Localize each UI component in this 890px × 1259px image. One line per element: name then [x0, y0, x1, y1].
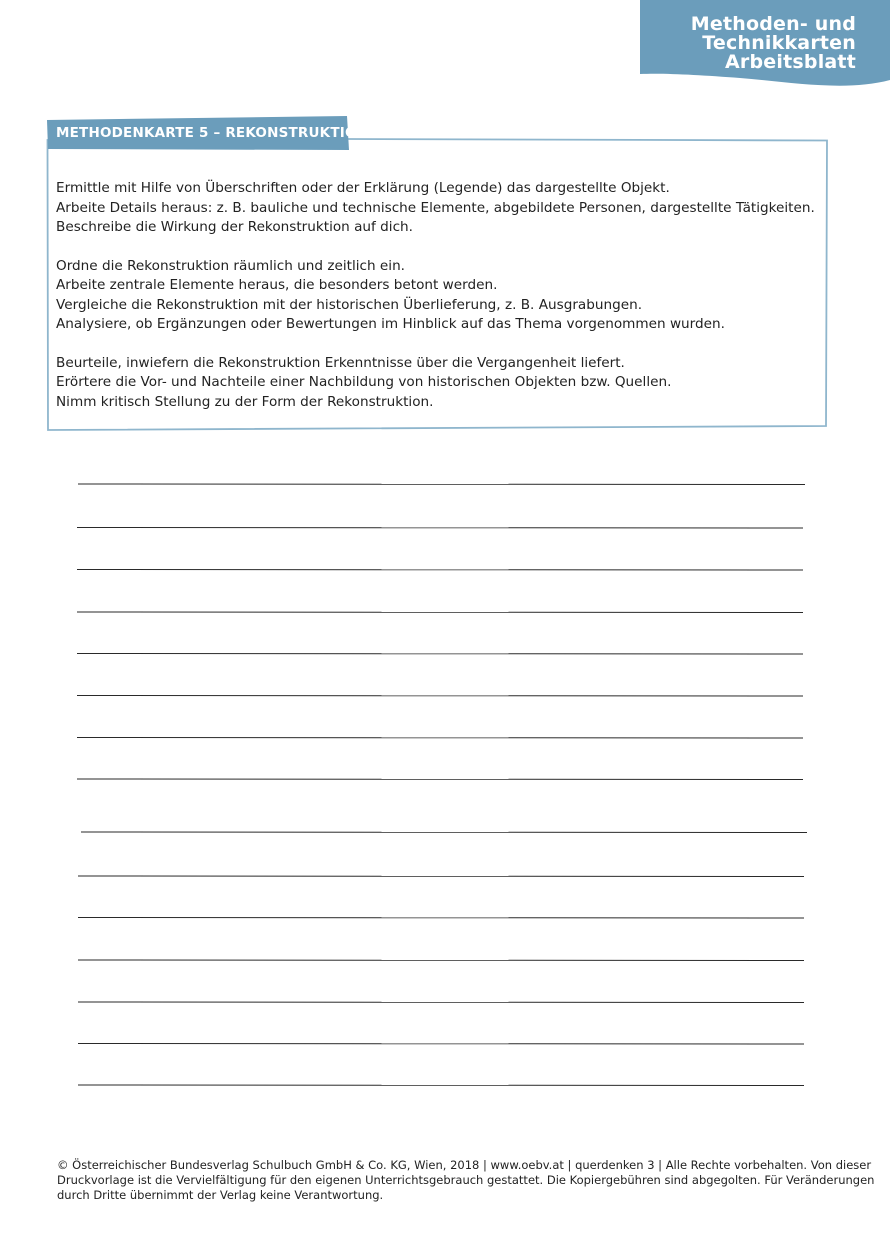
writing-line[interactable] [77, 654, 803, 655]
footer-line: durch Dritte übernimmt der Verlag keine Verantwortung. [57, 1188, 384, 1202]
writing-line[interactable] [77, 696, 803, 697]
tab-line: Technikkarten [702, 32, 856, 54]
instruction-line: Nimm kritisch Stellung zu der Form der Rekonstruktion. [56, 393, 434, 410]
instruction-line: Beschreibe die Wirkung der Rekonstruktion auf dich. [56, 219, 413, 235]
instruction-line: Vergleiche die Rekonstruktion mit der historischen Überlieferung, z. B. Ausgrabungen. [56, 296, 643, 313]
writing-line[interactable] [77, 779, 803, 780]
writing-line[interactable] [78, 1044, 804, 1045]
instruction-line: Beurteile, inwiefern die Rekonstruktion Erkenntnisse über die Vergangenheit liefert. [56, 354, 625, 371]
writing-line[interactable] [81, 832, 807, 833]
copyright-footer [57, 1158, 875, 1203]
writing-line[interactable] [78, 1085, 804, 1086]
instruction-line: Ordne die Rekonstruktion räumlich und zeitlich ein. [56, 257, 406, 274]
instruction-line: Ermittle mit Hilfe von Überschriften oder der Erklärung (Legende) das dargestellte Objekt. [56, 180, 670, 196]
instruction-line: Erörtere die Vor- und Nachteile einer Nachbildung von historischen Objekten bzw. Quellen. [56, 374, 672, 390]
writing-line[interactable] [78, 1002, 804, 1003]
tab-line: Methoden- und [690, 13, 856, 35]
writing-line[interactable] [77, 612, 803, 613]
writing-line[interactable] [78, 918, 804, 919]
writing-line[interactable] [77, 528, 803, 529]
instruction-line: Arbeite Details heraus: z. B. bauliche und technische Elemente, abgebildete Personen, dargestellte Tätigkeiten. [56, 199, 815, 216]
footer-line: © Österreichischer Bundesverlag Schulbuch GmbH & Co. KG, Wien, 2018 | www.oebv.at | querdenken 3 | Alle Rechte vorbehalten. Von dieser [57, 1158, 872, 1172]
footer-line: Druckvorlage ist die Vervielfältigung für den eigenen Unterrichtsgebrauch gestattet. Die Kopiergebühren sind abgegolten. Für Veränderungen [57, 1173, 875, 1187]
instruction-line: Analysiere, ob Ergänzungen oder Bewertungen im Hinblick auf das Thema vorgenommen wurden. [56, 316, 725, 332]
tab-line: Arbeitsblatt [725, 51, 856, 73]
method-card-title: METHODENKARTE 5 – REKONSTRUKTION [56, 125, 369, 141]
writing-line[interactable] [78, 960, 804, 961]
writing-line[interactable] [78, 484, 805, 485]
instruction-line: Arbeite zentrale Elemente heraus, die besonders betont werden. [56, 277, 498, 293]
writing-line[interactable] [77, 738, 803, 739]
writing-line[interactable] [78, 876, 804, 877]
writing-line[interactable] [77, 570, 803, 571]
